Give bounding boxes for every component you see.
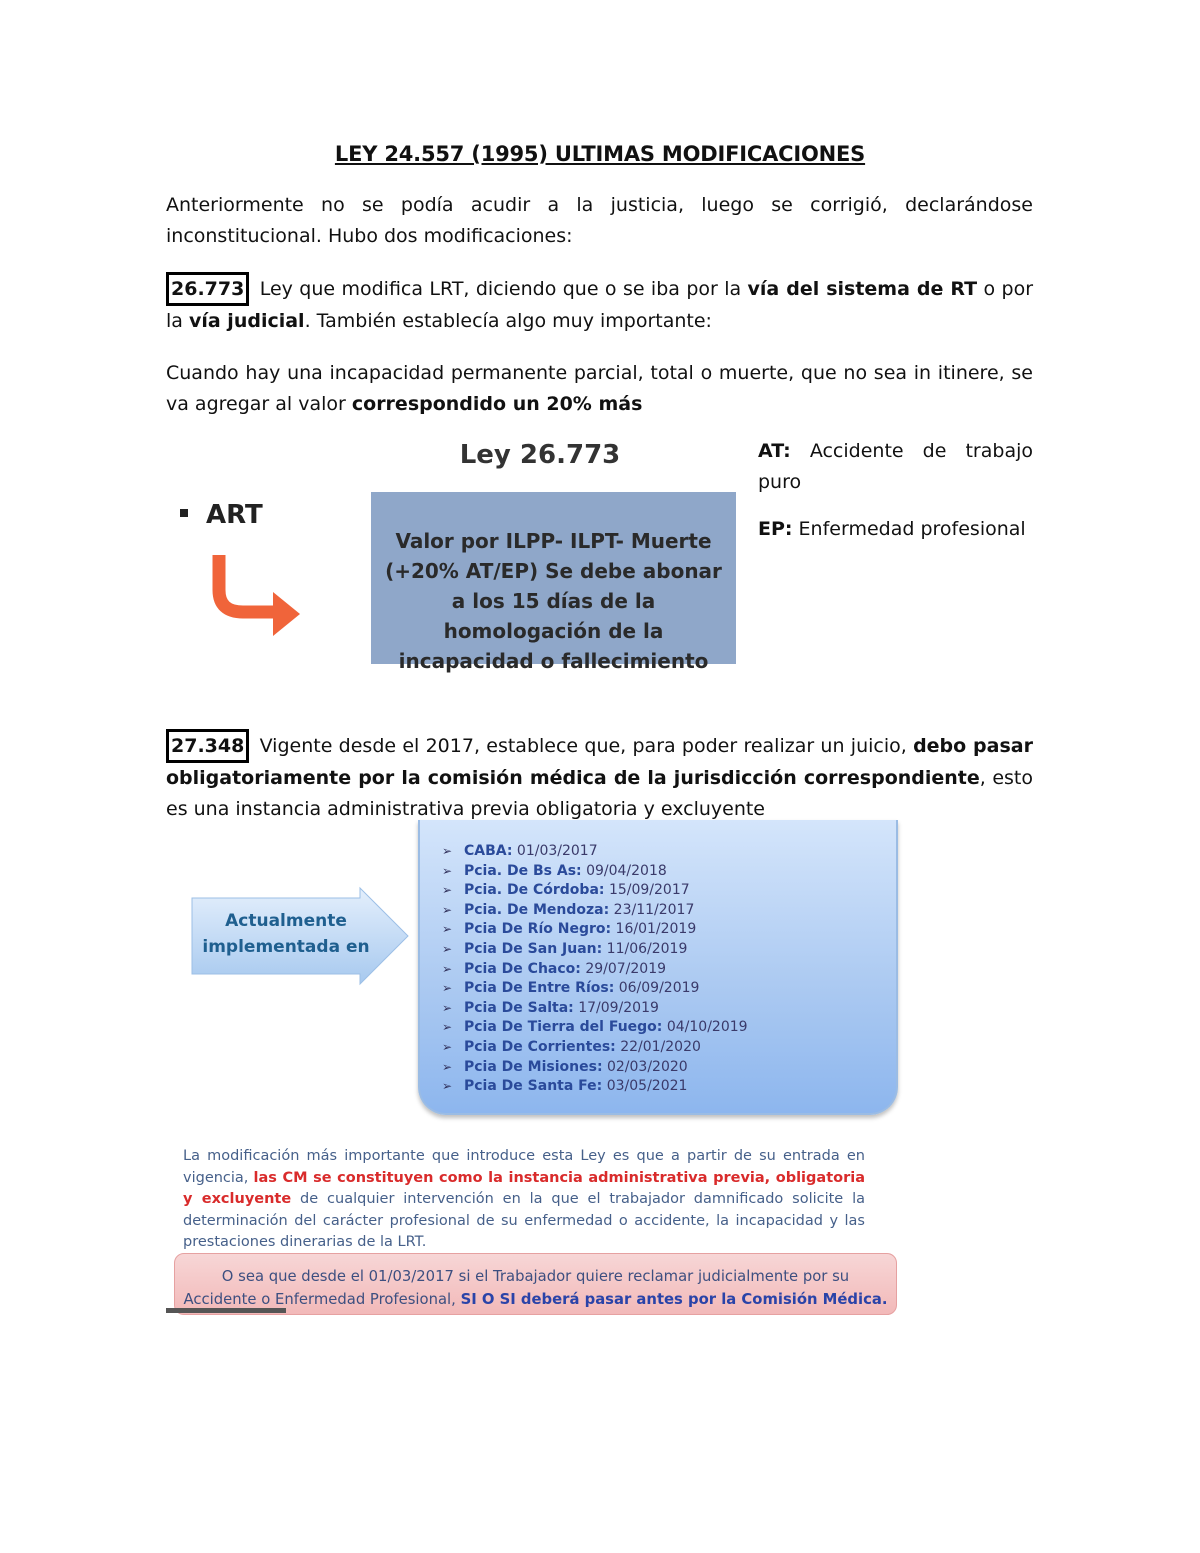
arrow-bullet-icon: ➢ (442, 981, 453, 996)
jurisdiction-name: Pcia. De Bs As: (464, 862, 582, 879)
arrow-bullet-icon: ➢ (442, 1000, 453, 1015)
jurisdiction-date: 22/01/2020 (615, 1038, 701, 1055)
definition-at-abbr: AT: (758, 440, 791, 462)
law-number-26773: 26.773 (166, 272, 249, 306)
definition-at (758, 436, 1033, 498)
highlight-text: O sea que desde el 01/03/2017 si el Trabajador quiere reclamar judicialmente por su Accidente o Enfermedad Profesional, (183, 1268, 850, 1308)
law1-text-b: o por la (166, 278, 1034, 332)
law2-text-a: Vigente desde el 2017, establece que, para poder realizar un juicio, (253, 735, 914, 757)
jurisdiction-item (442, 862, 748, 882)
jurisdiction-name: CABA: (464, 843, 513, 859)
arrow-bullet-icon: ➢ (442, 883, 453, 898)
jurisdiction-item (442, 1038, 748, 1058)
jurisdiction-name: Pcia. De Mendoza: (464, 901, 610, 918)
law1-detail-text: Cuando hay una incapacidad permanente parcial, total o muerte, que no sea in itinere, se va agregar al valor (166, 362, 1033, 415)
jurisdiction-date: 17/09/2019 (573, 999, 659, 1016)
jurisdiction-date: 04/10/2019 (662, 1019, 748, 1036)
square-bullet-icon (180, 509, 188, 517)
jurisdiction-item (442, 901, 748, 921)
arrow-bullet-icon: ➢ (442, 902, 453, 917)
jurisdiction-item (442, 999, 748, 1019)
definition-ep (758, 514, 1033, 545)
jurisdiction-name: Pcia De Salta: (464, 999, 574, 1016)
jurisdiction-item (442, 979, 748, 999)
law1-detail-bold: correspondido un 20% más (351, 393, 643, 415)
video-progress-bar (166, 1308, 286, 1313)
jurisdiction-name: Pcia De Tierra del Fuego: (464, 1019, 663, 1036)
definition-at-text: Accidente de trabajo puro (758, 440, 1033, 493)
jurisdiction-date: 15/09/2017 (604, 882, 690, 899)
jurisdiction-date: 11/06/2019 (602, 940, 688, 957)
ley-26773-box: Valor por ILPP- ILPT- Muerte (+20% AT/EP) Se debe abonar a los 15 días de la homologación de la incapacidad o fallecimiento (371, 492, 736, 664)
arrow-bullet-icon: ➢ (442, 922, 453, 937)
jurisdiction-item (442, 940, 748, 960)
arrow-bullet-icon: ➢ (442, 1079, 453, 1094)
cm-text-red: las CM se constituyen como la instancia administrativa previa, obligatoria y excluyente (183, 1169, 865, 1207)
jurisdiction-name: Pcia De Entre Ríos: (464, 980, 615, 997)
implementation-label: Actualmente implementada en (202, 911, 370, 957)
law1-text-a: Ley que modifica LRT, diciendo que o se iba por la (253, 278, 748, 300)
jurisdiction-date: 01/03/2017 (512, 843, 598, 859)
jurisdiction-item (442, 842, 748, 862)
jurisdiction-date: 16/01/2019 (611, 921, 697, 938)
jurisdiction-name: Pcia De San Juan: (464, 940, 603, 957)
arrow-bullet-icon: ➢ (442, 1020, 453, 1035)
definition-ep-text: Enfermedad profesional (792, 518, 1026, 540)
jurisdiction-date: 23/11/2017 (609, 901, 695, 918)
cm-paragraph (183, 1146, 865, 1254)
law-number-27348: 27.348 (166, 729, 249, 763)
jurisdiction-name: Pcia De Río Negro: (464, 921, 612, 938)
jurisdiction-name: Pcia De Santa Fe: (464, 1078, 603, 1095)
art-bullet-label: ART (206, 500, 263, 530)
jurisdiction-date: 09/04/2018 (581, 862, 667, 879)
arrow-bullet-icon: ➢ (442, 863, 453, 878)
law2-text-b: , esto es una instancia administrativa previa obligatoria y excluyente (166, 767, 1033, 820)
law1-detail-paragraph (166, 358, 1033, 420)
law1-bold-b: vía judicial (188, 310, 305, 332)
jurisdiction-item (442, 881, 748, 901)
jurisdiction-date: 02/03/2020 (602, 1058, 688, 1075)
cm-text-b: de cualquier intervención en la que el trabajador damnificado solicite la determinación del carácter profesional de su enfermedad o accidente, la incapacidad y las prestaciones dinerarias de la LRT. (183, 1191, 865, 1250)
jurisdiction-name: Pcia. De Córdoba: (464, 882, 605, 899)
arrow-bullet-icon: ➢ (442, 961, 453, 976)
definition-ep-abbr: EP: (758, 518, 793, 540)
arrow-bullet-icon: ➢ (442, 941, 453, 956)
jurisdiction-name: Pcia De Misiones: (464, 1058, 603, 1075)
jurisdiction-name: Pcia De Chaco: (464, 960, 581, 977)
law-27348-paragraph (166, 729, 1033, 825)
jurisdiction-item (442, 960, 748, 980)
law2-bold-a: debo pasar obligatoriamente por la comisión médica de la jurisdicción correspondiente (166, 735, 1033, 789)
jurisdiction-date: 03/05/2021 (602, 1078, 688, 1095)
intro-paragraph: Anteriormente no se podía acudir a la justicia, luego se corrigió, declarándose inconstitucional. Hubo dos modificaciones: (166, 194, 1033, 247)
cm-text-a: La modificación más importante que introduce esta Ley es que a partir de su entrada en vigencia, (183, 1148, 865, 1186)
page-title: LEY 24.557 (1995) ULTIMAS MODIFICACIONES (334, 142, 866, 166)
curved-arrow-icon (205, 550, 305, 640)
jurisdiction-date: 29/07/2019 (580, 960, 667, 977)
jurisdiction-name: Pcia De Corrientes: (464, 1038, 616, 1055)
jurisdiction-item (442, 1077, 748, 1097)
highlight-bold: SI O SI deberá pasar antes por la Comisión Médica. (460, 1291, 888, 1308)
arrow-bullet-icon: ➢ (442, 1059, 453, 1074)
arrow-bullet-icon: ➢ (442, 1039, 453, 1054)
highlight-box (174, 1253, 897, 1315)
law1-bold-a: vía del sistema de RT (747, 278, 978, 300)
jurisdiction-date: 06/09/2019 (614, 980, 700, 997)
art-bullet (180, 500, 263, 530)
law1-text-c: . También establecía algo muy importante: (304, 310, 712, 332)
slide1-title: Ley 26.773 (459, 440, 621, 470)
jurisdiction-item (442, 920, 748, 940)
jurisdiction-item (442, 1058, 748, 1078)
law-26773-paragraph (166, 272, 1033, 337)
jurisdictions-list (442, 842, 748, 1097)
arrow-bullet-icon: ➢ (442, 844, 453, 858)
jurisdiction-item (442, 1018, 748, 1038)
